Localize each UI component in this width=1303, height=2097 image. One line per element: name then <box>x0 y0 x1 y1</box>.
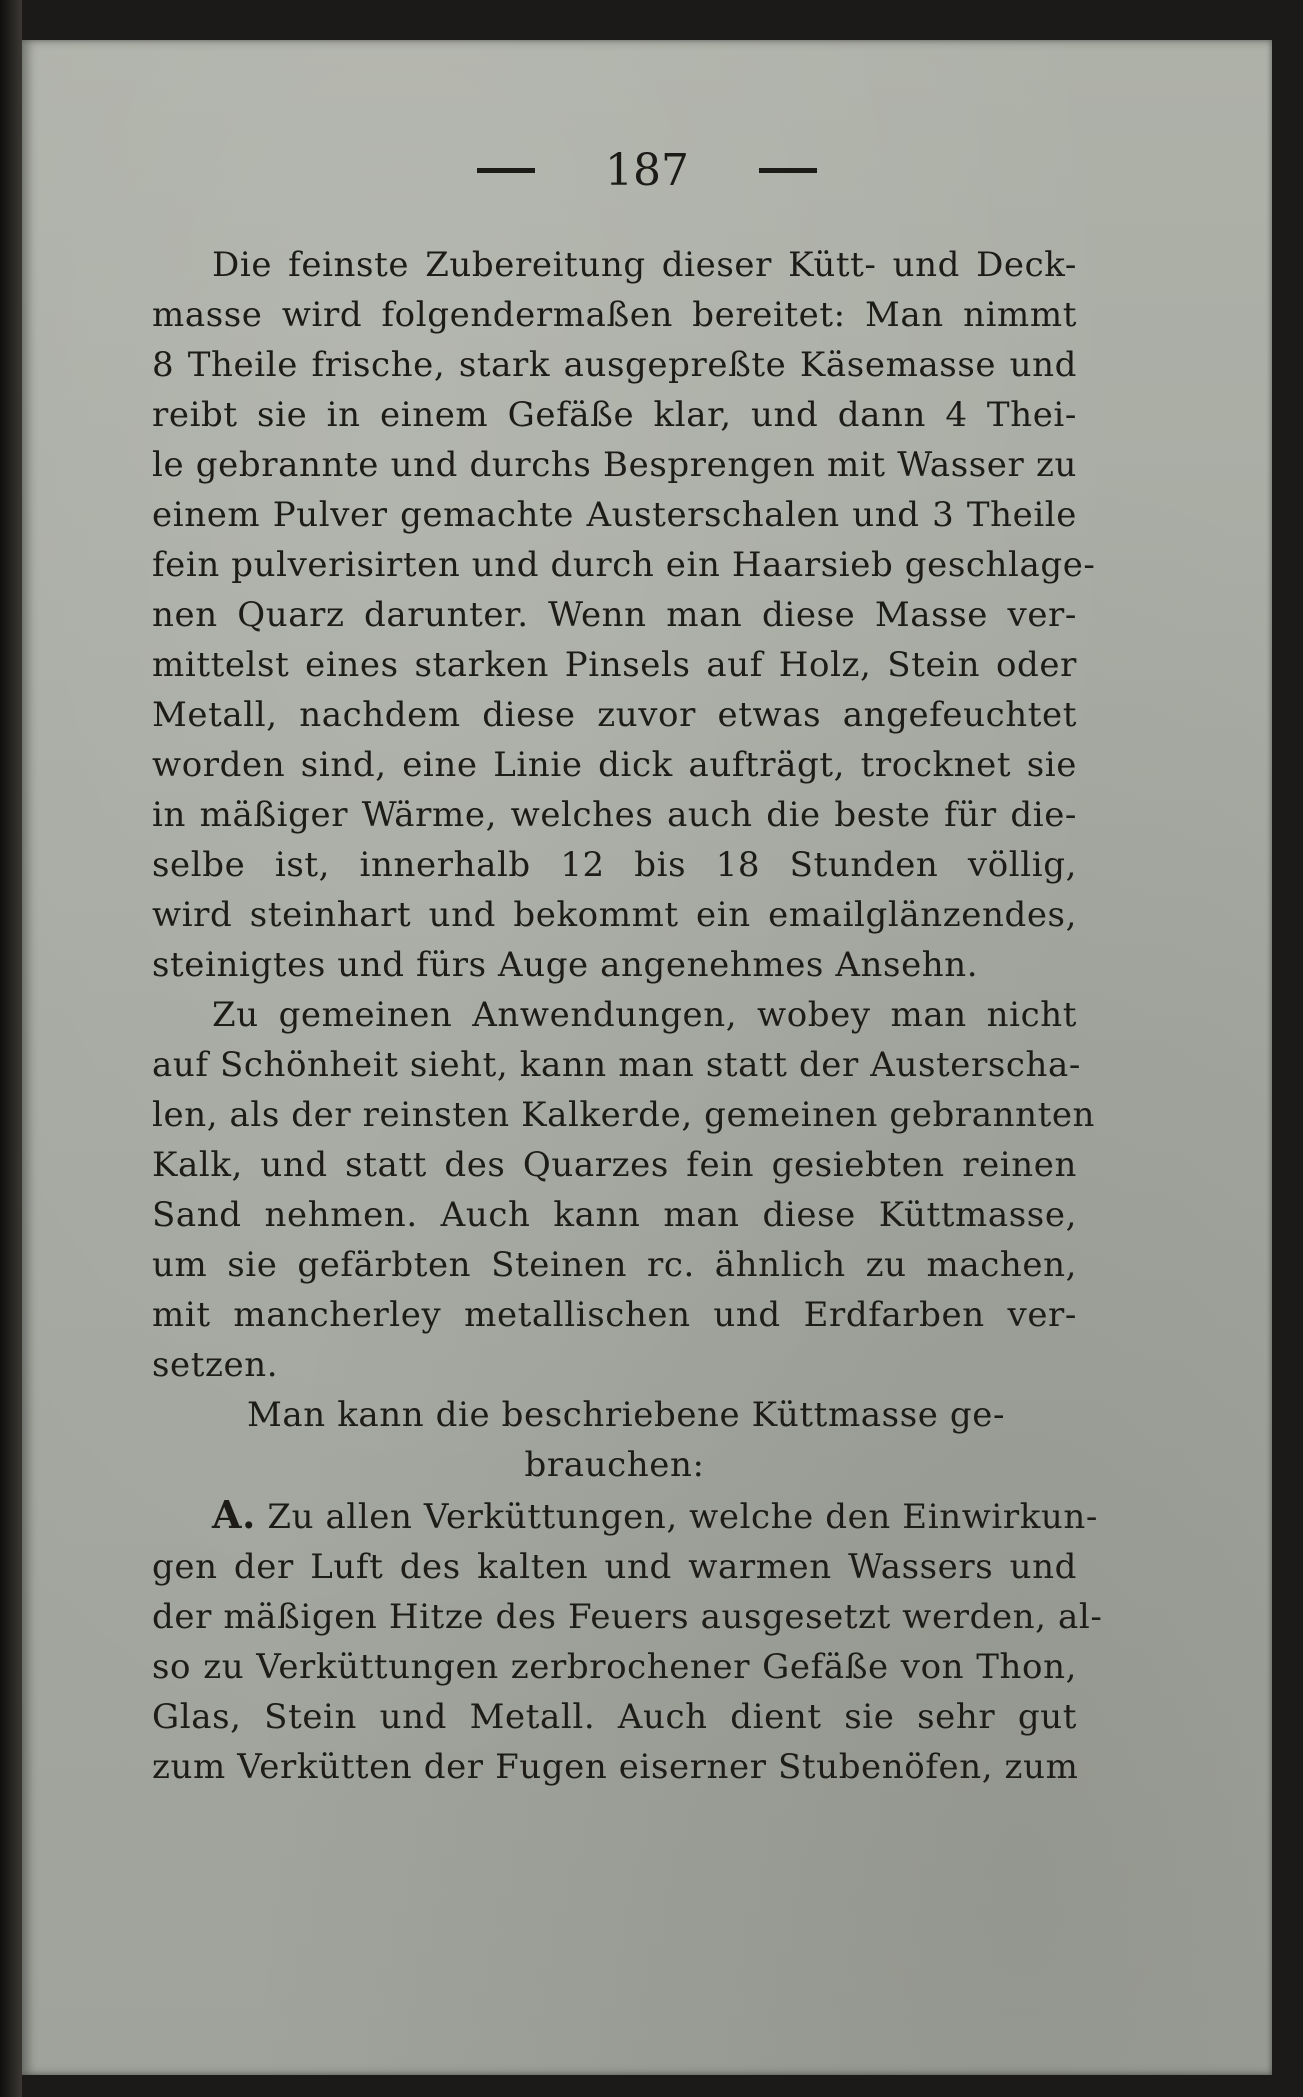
text-line: auf Schönheit sieht, kann man statt der Austerscha- <box>152 1045 1081 1085</box>
item-text: Zu allen Verküttungen, welche den Einwirkun- <box>267 1497 1099 1537</box>
text-line: le gebrannte und durchs Besprengen mit Wasser zu <box>152 445 1077 485</box>
text-line: einem Pulver gemachte Austerschalen und 3 Theile <box>152 495 1077 535</box>
heading-line: brauchen: <box>524 1445 705 1485</box>
text-line: setzen. <box>152 1345 279 1385</box>
text-line: masse wird folgendermaßen bereitet: Man nimmt <box>152 295 1077 335</box>
section-heading <box>152 1390 1077 1490</box>
text-line: mit mancherley metallischen und Erdfarben ver- <box>152 1295 1077 1335</box>
text-line: Die feinste Zubereitung dieser Kütt- und Deck- <box>212 245 1077 285</box>
right-dash <box>759 168 817 173</box>
text-line: nen Quarz darunter. Wenn man diese Masse ver- <box>152 595 1077 635</box>
paragraph-1 <box>152 240 1096 990</box>
item-a <box>152 1490 1103 1792</box>
page-number: 187 <box>605 145 689 196</box>
text-line: so zu Verküttungen zerbrochener Gefäße von Thon, <box>152 1647 1077 1687</box>
text-line: Glas, Stein und Metall. Auch dient sie sehr gut <box>152 1697 1077 1737</box>
text-line: in mäßiger Wärme, welches auch die beste für die- <box>152 795 1077 835</box>
text-line: Metall, nachdem diese zuvor etwas angefeuchtet <box>152 695 1077 735</box>
text-line: selbe ist, innerhalb 12 bis 18 Stunden völlig, <box>152 845 1077 885</box>
book-spine <box>0 0 22 2097</box>
text-line: Sand nehmen. Auch kann man diese Küttmasse, <box>152 1195 1077 1235</box>
text-line: fein pulverisirten und durch ein Haarsieb geschlage- <box>152 545 1096 585</box>
text-line: Kalk, und statt des Quarzes fein gesiebten reinen <box>152 1145 1077 1185</box>
text-line: der mäßigen Hitze des Feuers ausgesetzt werden, al- <box>152 1597 1103 1637</box>
text-line: steinigtes und fürs Auge angenehmes Ansehn. <box>152 945 979 985</box>
left-dash <box>477 168 535 173</box>
paragraph-2 <box>152 990 1096 1390</box>
text-line: wird steinhart und bekommt ein emailglänzendes, <box>152 895 1077 935</box>
item-first-line <box>152 1490 1099 1542</box>
page-header <box>22 145 1272 196</box>
text-line: um sie gefärbten Steinen rc. ähnlich zu machen, <box>152 1245 1077 1285</box>
text-line: reibt sie in einem Gefäße klar, und dann 4 Thei- <box>152 395 1077 435</box>
book-page <box>22 40 1272 2075</box>
text-line: 8 Theile frische, stark ausgepreßte Käsemasse und <box>152 345 1077 385</box>
page-text <box>152 240 1103 1792</box>
text-line: Zu gemeinen Anwendungen, wobey man nicht <box>212 995 1077 1035</box>
text-line: zum Verkütten der Fugen eiserner Stubenöfen, zum <box>152 1747 1079 1787</box>
heading-line: Man kann die beschriebene Küttmasse ge- <box>247 1395 1006 1435</box>
text-line: worden sind, eine Linie dick aufträgt, trocknet sie <box>152 745 1077 785</box>
text-line: len, als der reinsten Kalkerde, gemeinen gebrannten <box>152 1095 1096 1135</box>
item-label: A. <box>212 1492 256 1537</box>
text-line: mittelst eines starken Pinsels auf Holz, Stein oder <box>152 645 1077 685</box>
text-line: gen der Luft des kalten und warmen Wassers und <box>152 1547 1077 1587</box>
